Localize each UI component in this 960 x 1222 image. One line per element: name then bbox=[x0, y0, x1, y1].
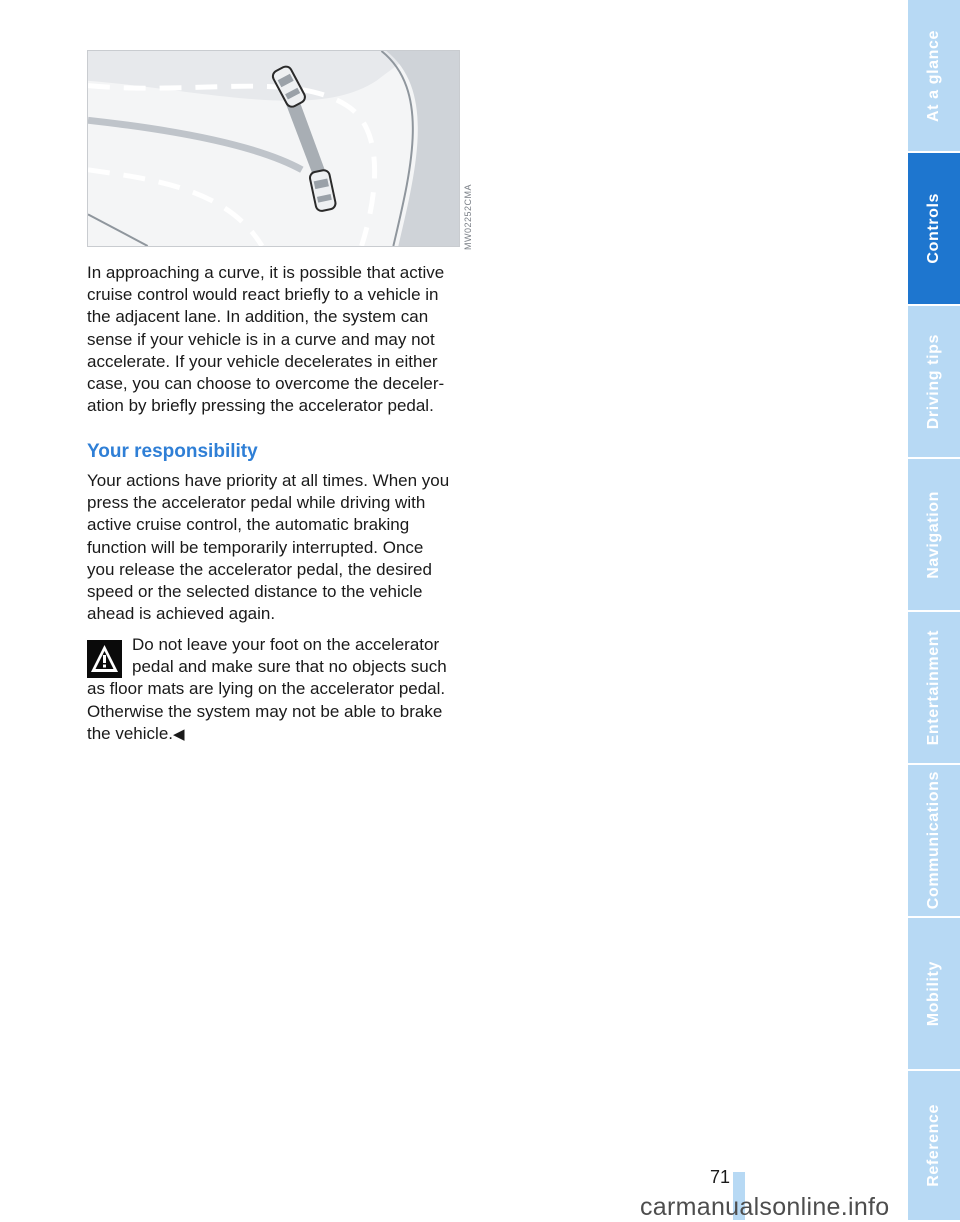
curve-paragraph bbox=[87, 262, 462, 417]
text-line: speed or the selected distance to the vehicle bbox=[87, 582, 423, 602]
warning-line-last bbox=[87, 723, 462, 746]
text-line: the adjacent lane. In addition, the system can bbox=[87, 307, 429, 327]
text-line: press the accelerator pedal while driving with bbox=[87, 493, 426, 513]
watermark: carmanualsonline.info bbox=[640, 1193, 890, 1221]
warning-triangle-icon bbox=[87, 640, 122, 678]
curve-road-drawing bbox=[88, 51, 459, 246]
nav-tab-navigation[interactable] bbox=[908, 459, 960, 610]
nav-tab-at-a-glance[interactable] bbox=[908, 0, 960, 151]
end-mark-icon: ◀ bbox=[173, 725, 185, 743]
text-line: In approaching a curve, it is possible that active bbox=[87, 263, 445, 282]
nav-tab-reference[interactable] bbox=[908, 1071, 960, 1220]
figure-code: MW02252CMA bbox=[463, 183, 473, 250]
section-heading: Your responsibility bbox=[87, 441, 258, 462]
responsibility-paragraph bbox=[87, 470, 462, 625]
text-line: case, you can choose to overcome the deceler- bbox=[87, 374, 445, 394]
nav-tab-label: Reference bbox=[925, 1104, 942, 1187]
curve-illustration bbox=[87, 50, 460, 247]
text-line: ation by briefly pressing the accelerator pedal. bbox=[87, 396, 434, 416]
text-line: Your actions have priority at all times. When you bbox=[87, 471, 450, 490]
text-line: ahead is achieved again. bbox=[87, 604, 276, 624]
nav-tab-communications[interactable] bbox=[908, 765, 960, 916]
text-line: active cruise control, the automatic braking bbox=[87, 515, 410, 535]
nav-tab-label: At a glance bbox=[925, 29, 942, 122]
nav-tab-label: Navigation bbox=[925, 490, 942, 579]
warning-line: Otherwise the system may not be able to brake bbox=[87, 701, 443, 721]
text-line: sense if your vehicle is in a curve and may not bbox=[87, 329, 435, 349]
chapter-nav bbox=[908, 0, 960, 1220]
nav-tab-mobility[interactable] bbox=[908, 918, 960, 1069]
text-line: cruise control would react briefly to a vehicle in bbox=[87, 285, 439, 305]
nav-tab-label: Entertainment bbox=[925, 629, 942, 746]
warning-line: as floor mats are lying on the accelerator pedal. bbox=[87, 679, 446, 699]
text-line: you release the accelerator pedal, the desired bbox=[87, 559, 432, 579]
nav-tab-label: Controls bbox=[925, 193, 942, 264]
nav-tab-entertainment[interactable] bbox=[908, 612, 960, 763]
nav-tab-driving-tips[interactable] bbox=[908, 306, 960, 457]
nav-tab-controls[interactable] bbox=[908, 153, 960, 304]
warning-line-text: the vehicle. bbox=[87, 723, 173, 743]
text-line: function will be temporarily interrupted. Once bbox=[87, 537, 424, 557]
text-line: accelerate. If your vehicle decelerates in either bbox=[87, 351, 438, 371]
page-number: 71 bbox=[709, 1167, 730, 1187]
warning-line: pedal and make sure that no objects such bbox=[132, 657, 447, 677]
nav-tab-label: Communications bbox=[925, 771, 942, 910]
warning-line: Do not leave your foot on the accelerator bbox=[132, 635, 440, 654]
nav-tab-label: Driving tips bbox=[925, 333, 942, 430]
nav-tab-label: Mobility bbox=[925, 960, 942, 1027]
warning-notice bbox=[87, 634, 462, 746]
